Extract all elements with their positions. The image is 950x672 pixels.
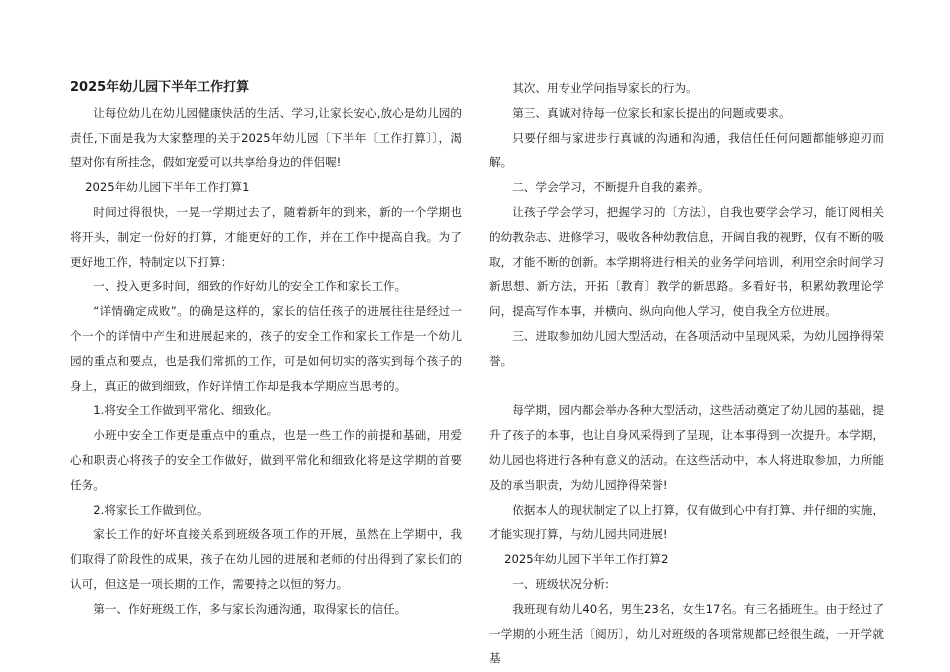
paragraph: 时间过得很快，一晃一学期过去了，随着新年的到来，新的一个学期也将开头，制定一份好的打算，才能更好的工作，并在工作中提高自我。为了更好地工作，特制定以下打算： <box>70 204 462 269</box>
paragraph: 第一、作好班级工作，多与家长沟通沟通，取得家长的信任。 <box>93 601 407 616</box>
section-heading: 二、学会学习，不断提升自我的素养。 <box>512 180 710 195</box>
sub-heading: 2.将家长工作做到位。 <box>93 502 209 517</box>
blank-line <box>489 374 884 399</box>
paragraph: 第三、真诚对待每一位家长和家长提出的问题或要求。 <box>512 105 791 120</box>
paragraph: 家长工作的好坏直接关系到班级各项工作的开展，虽然在上学期中，我们取得了阶段性的成果，孩子在幼儿园的进展和老师的付出得到了家长们的认可，但这是一项长期的工作，需要持之以恒的努力。 <box>70 527 462 591</box>
intro-paragraph: 让每位幼儿在幼儿园健康快活的生活、学习,让家长安心,放心是幼儿园的责任,下面是我为大家整理的关于2025年幼儿园〔下半年〔工作打算〕〕，渴望对你有所挂念，假如宠爱可以共享给身边的伴侣喔! <box>70 105 462 170</box>
paragraph: 其次、用专业学问指导家长的行为。 <box>512 81 698 95</box>
section-heading-plan-2: 2025年幼儿园下半年工作打算2 <box>504 552 669 567</box>
right-column <box>489 76 884 671</box>
paragraph: 依据本人的现状制定了以上打算，仅有做到心中有打算、并仔细的实施，才能实现打算，与幼儿园共同进展! <box>489 502 884 542</box>
paragraph: 让孩子学会学习，把握学习的〔方法〕，自我也要学会学习，能订阅相关的幼教杂志、进修学习，吸收各种幼教信息，开阔自我的视野，仅有不断的吸取，才能不断的创新。本学期将进行相关的业务学问培训，利用空余时间学习新思想、新方法，开拓〔教育〕教学的新思路。多看好书，积累幼教理论学问，提高写作本事，并横向、纵向向他人学习，使自我全方位进展。 <box>489 204 884 319</box>
document-title: 2025年幼儿园下半年工作打算 <box>70 80 250 95</box>
section-heading-plan-1: 2025年幼儿园下半年工作打算1 <box>85 180 250 195</box>
paragraph: 我班现有幼儿40名，男生23名，女生17名。有三名插班生。由于经过了一学期的小班生活〔阅历〕，幼儿对班级的各项常规都已经很生疏，一开学就基 <box>489 601 884 666</box>
paragraph: 小班中安全工作更是重点中的重点，也是一些工作的前提和基础，用爱心和职责心将孩子的安全工作做好，做到平常化和细致化将是这学期的首要任务。 <box>70 428 462 492</box>
sub-heading: 1.将安全工作做到平常化、细致化。 <box>93 403 279 418</box>
section-heading: 三、进取参加幼儿园大型活动，在各项活动中呈现风采，为幼儿园挣得荣誉。 <box>489 328 884 368</box>
left-column <box>70 76 462 622</box>
section-heading: 一、班级状况分析: <box>512 576 609 591</box>
paragraph: 只要仔细与家进步行真诚的沟通和沟通，我信任任何问题都能够迎刃而解。 <box>489 130 884 170</box>
section-heading: 一、投入更多时间，细致的作好幼儿的安全工作和家长工作。 <box>93 279 407 294</box>
paragraph: 每学期，园内都会举办各种大型活动，这些活动奠定了幼儿园的基础，提升了孩子的本事，也让自身风采得到了呈现，让本事得到一次提升。本学期，幼儿园也将进行各种有意义的活动。在这些活动中，本人将进取参加，力所能及的承当职责，为幼儿园挣得荣誉! <box>489 403 884 492</box>
paragraph: “详情确定成败”。的确是这样的，家长的信任孩子的进展往往是经过一个一个的详情中产生和进展起来的，孩子的安全工作和家长工作是一个幼儿园的重点和要点，也是我们常抓的工作，可是如何切实的落实到每个孩子的身上，真正的做到细致，作好详情工作却是我本学期应当思考的。 <box>70 304 462 393</box>
